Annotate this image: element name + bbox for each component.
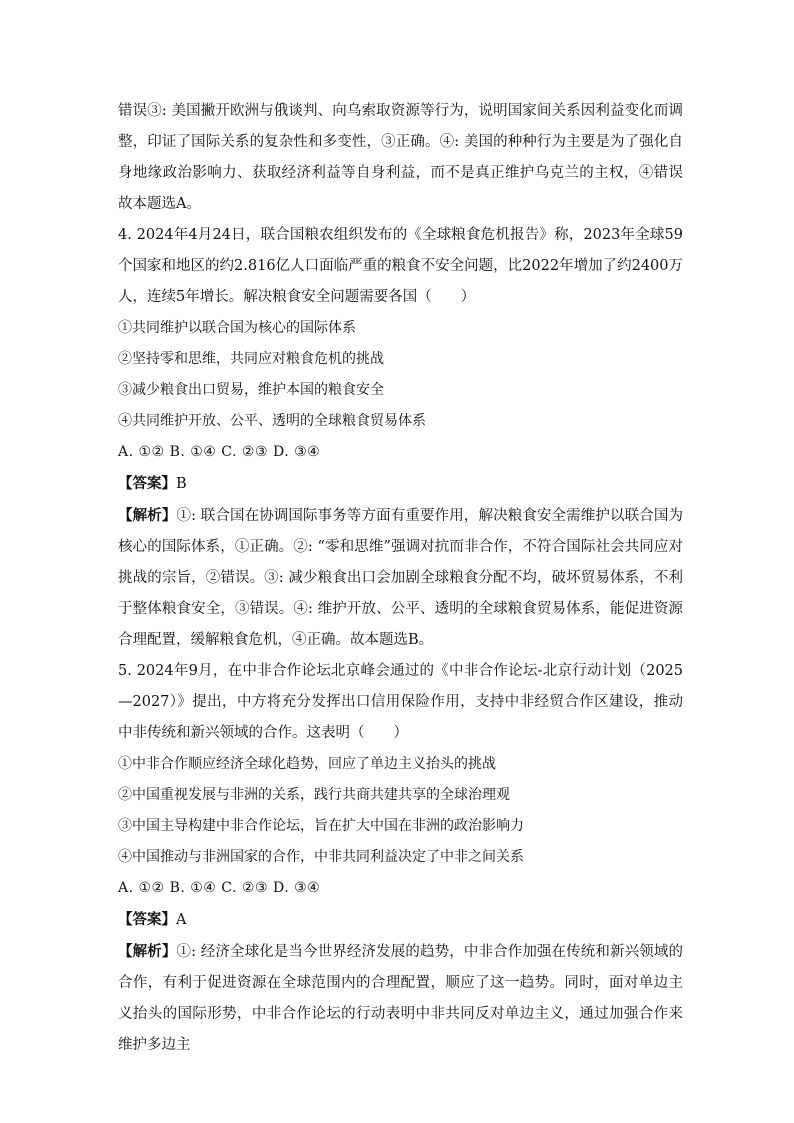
question-4-stem: 4. 2024年4月24日，联合国粮农组织发布的《全球粮食危机报告》称，2023年全球59个国家和地区的约2.816亿人口面临严重的粮食不安全问题，比2022年增加了约2400万人，连续5年增长。解决粮食安全问题需要各国（ ） <box>118 227 683 305</box>
question-5-option-3: ③中国主导构建中非合作论坛，旨在扩大中国在非洲的政治影响力 <box>118 818 524 834</box>
answer-value: A <box>176 912 187 928</box>
question-4-option-4: ④共同维护开放、公平、透明的全球粮食贸易体系 <box>118 413 426 429</box>
question-4-option-1: ①共同维护以联合国为核心的国际体系 <box>118 320 356 336</box>
question-4-option-2: ②坚持零和思维，共同应对粮食危机的挑战 <box>118 351 384 367</box>
analysis-label: 【解析】 <box>118 943 177 960</box>
carryover-paragraph: 错误③: 美国撇开欧洲与俄谈判、向乌索取资源等行为，说明国家间关系因利益变化而调整，印证了国际关系的复杂性和多变性，③正确。④: 美国的种种行为主要是为了强化自身地缘政治影响力、获取经济利益等自身利益，而不是真正维护乌克兰的主权，④错误故本题选A。 <box>118 103 683 212</box>
question-5-stem: 5. 2024年9月，在中非合作论坛北京峰会通过的《中非合作论坛-北京行动计划（2025—2027）》提出，中方将充分发挥出口信用保险作用，支持中非经贸合作区建设，推动中非传统和新兴领域的合作。这表明（ ） <box>118 663 683 741</box>
question-5-option-4: ④中国推动与非洲国家的合作，中非共同利益决定了中非之间关系 <box>118 849 524 865</box>
question-4-choices: A. ①② B. ①④ C. ②③ D. ③④ <box>118 444 321 460</box>
question-4 <box>118 220 683 656</box>
question-5 <box>118 656 683 1061</box>
answer-label: 【答案】 <box>118 475 176 492</box>
question-5-analysis <box>118 936 683 1061</box>
analysis-text: ①: 联合国在协调国际事务等方面有重要作用，解决粮食安全需维护以联合国为核心的国际体系，①正确。②: “零和思维”强调对抗而非合作，不符合国际社会共同应对挑战的宗旨，②错误。③: 减少粮食出口会加剧全球粮食分配不均，破坏贸易体系，不利于整体粮食安全，③错误。④: 维护开放、公平、透明的全球粮食贸易体系，能促进资源合理配置，缓解粮食危机，④正确。故本题选B。 <box>118 508 684 648</box>
analysis-text: ①: 经济全球化是当今世界经济发展的趋势，中非合作加强在传统和新兴领域的合作，有利于促进资源在全球范围内的合理配置，顺应了这一趋势。同时，面对单边主义抬头的国际形势，中非合作论坛的行动表明中非共同反对单边主义，通过加强合作来维护多边主 <box>118 944 684 1053</box>
analysis-label: 【解析】 <box>118 507 177 524</box>
question-4-analysis <box>118 500 683 656</box>
question-4-answer <box>118 468 683 500</box>
answer-value: B <box>176 476 187 492</box>
question-5-choices: A. ①② B. ①④ C. ②③ D. ③④ <box>118 880 321 896</box>
answer-label: 【答案】 <box>118 911 176 928</box>
question-5-option-1: ①中非合作顺应经济全球化趋势，回应了单边主义抬头的挑战 <box>118 756 496 772</box>
question-5-answer <box>118 904 683 936</box>
document-content <box>118 96 683 1061</box>
question-4-option-3: ③减少粮食出口贸易，维护本国的粮食安全 <box>118 382 384 398</box>
question-5-option-2: ②中国重视发展与非洲的关系，践行共商共建共享的全球治理观 <box>118 787 510 803</box>
